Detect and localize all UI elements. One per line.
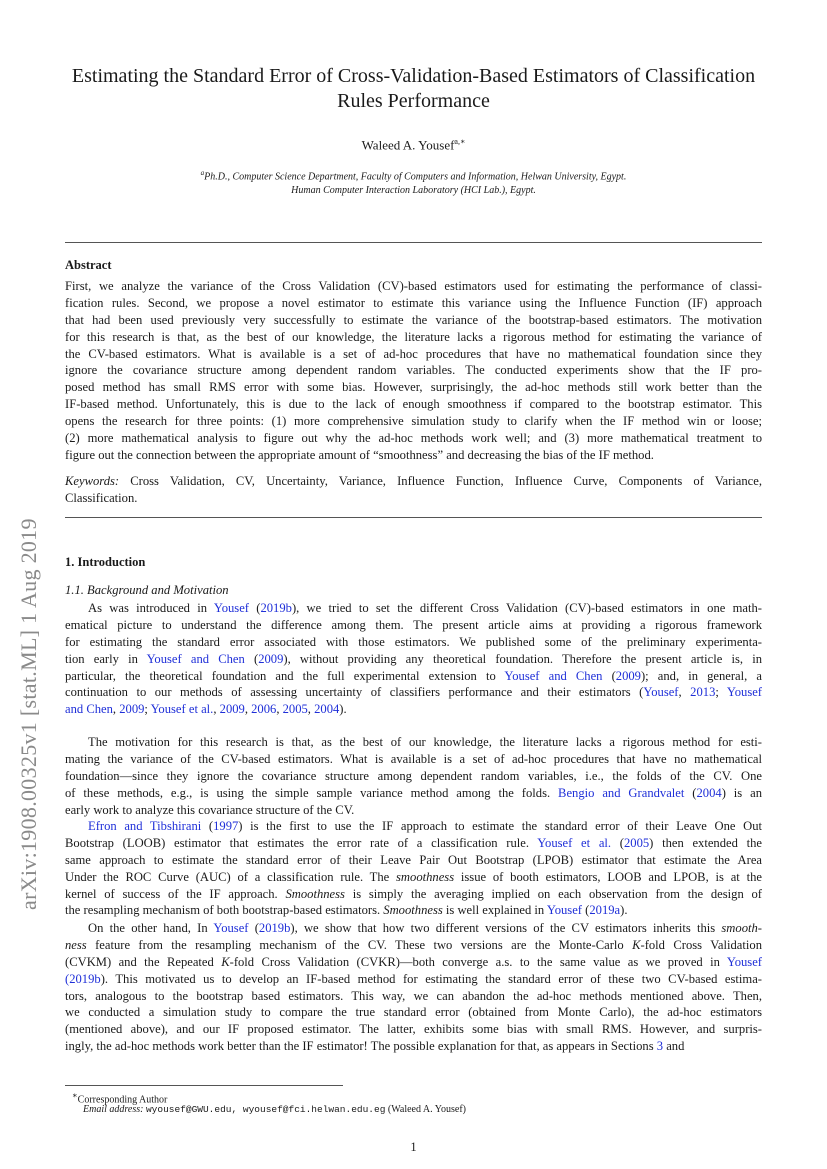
citation-link[interactable]: 2004 — [696, 785, 722, 800]
text-line — [65, 734, 762, 751]
text-span: The motivation for this research is that, as the best of our knowledge, the literature lacks a rigorous method for esti- — [88, 735, 762, 749]
citation-link[interactable]: 2019b — [260, 601, 292, 615]
text-span: ; — [715, 685, 727, 700]
text-line — [65, 362, 762, 379]
text-span: ). — [620, 903, 628, 918]
citation-link[interactable]: Yousef — [213, 921, 249, 935]
footnote-rule — [65, 1085, 343, 1086]
text-span: , — [244, 702, 252, 717]
text-span: mating the variance of the CV-based estimators. What is available is a set of ad-hoc procedures that have no mathematical — [65, 751, 762, 766]
text-line — [65, 1038, 762, 1055]
citation-link[interactable]: 2009 — [119, 702, 145, 717]
text-line — [65, 490, 762, 507]
arxiv-stamp: arXiv:1908.00325v1 [stat.ML] 1 Aug 2019 — [16, 518, 41, 910]
text-line — [65, 818, 762, 835]
text-span: ), without providing any theoretical foundation. Therefore the present article is, in — [283, 651, 763, 666]
citation-link[interactable]: 2019b — [69, 971, 101, 986]
text-span: -fold Cross Validation — [640, 937, 762, 952]
text-span: of these methods, e.g., is using the simple sample variance method among the folds. — [65, 785, 559, 800]
paragraph-3 — [65, 818, 762, 919]
section-heading: 1. Introduction — [65, 555, 146, 569]
text-line — [65, 852, 762, 869]
citation-link[interactable]: Yousef et al. — [537, 835, 612, 850]
text-span: , — [678, 685, 691, 700]
emphasis-text: smooth- — [721, 921, 762, 935]
paragraph-1 — [65, 600, 762, 718]
citation-link[interactable]: Yousef and Chen — [504, 668, 603, 683]
text-line — [65, 988, 762, 1005]
affiliation-line-2: Human Computer Interaction Laboratory (HCI Lab.), Egypt. — [291, 185, 536, 197]
citation-link[interactable]: Bengio and Grandvalet — [558, 785, 685, 800]
text-span: tion early in — [65, 651, 147, 666]
text-line — [65, 954, 762, 971]
emphasis-text: Keywords: — [65, 474, 120, 488]
email-label: Email address: — [83, 1104, 144, 1115]
divider-bottom — [65, 517, 762, 518]
text-span: Classification. — [65, 490, 138, 505]
text-line — [65, 600, 762, 617]
emphasis-text: smoothness — [396, 869, 455, 884]
text-span: opens the research for three points: (1) more comprehensive simulation study to clarify when the IF method win or loose; — [65, 414, 762, 429]
text-span: ). — [339, 702, 347, 717]
text-span: is simply the averaging implied on each observation from the design of — [344, 886, 762, 901]
citation-link[interactable]: Efron and Tibshirani — [88, 819, 202, 833]
email-owner: (Waleed A. Yousef) — [387, 1104, 466, 1115]
citation-link[interactable]: 2004 — [314, 702, 340, 717]
text-span: continuation to our methods of assessing uncertainty of classifiers performance and their estimators ( — [65, 685, 644, 700]
text-line — [65, 413, 762, 430]
emphasis-text: K — [632, 937, 641, 952]
text-span: -fold Cross Validation (CVKR)—both converge a.s. to the same value as we proved in — [229, 954, 727, 969]
paragraph-4 — [65, 920, 762, 1055]
author-marks: a,∗ — [454, 137, 466, 146]
citation-link[interactable]: 2005 — [282, 702, 308, 717]
text-span: we conducted a simulation study to compare the true standard error (obtained from Monte Carlo), the ad-hoc estimators — [65, 1005, 762, 1020]
text-line — [65, 902, 762, 919]
citation-link[interactable]: Yousef — [726, 685, 763, 700]
text-span: ( — [248, 921, 259, 935]
text-span: ); and, in general, a — [640, 668, 762, 683]
text-span: fication rules. Second, we propose a novel estimator to estimate this variance using the Influence Function (IF) approach — [65, 295, 762, 310]
citation-link[interactable]: 1997 — [213, 819, 239, 833]
text-span: and — [663, 1039, 685, 1054]
citation-link[interactable]: Yousef — [643, 685, 679, 700]
text-span: figure out the connection between the appropriate amount of “smoothness” and decreasing the bias of the IF method. — [65, 447, 654, 462]
text-line — [65, 886, 762, 903]
text-span: ) is an — [721, 785, 762, 800]
citation-link[interactable]: 2019b — [258, 921, 291, 935]
citation-link[interactable]: 2005 — [623, 835, 650, 850]
subsection-heading: 1.1. Background and Motivation — [65, 583, 229, 597]
emphasis-text: Smoothness — [383, 903, 443, 918]
text-span: , — [276, 702, 283, 717]
citation-link[interactable]: Yousef et al. — [150, 702, 214, 717]
text-span: ( — [582, 903, 590, 918]
text-line — [65, 785, 762, 802]
text-span: ), we show that how two different versions of the CV estimators inherits this — [290, 921, 722, 935]
text-span: tors, analogous to the bootstrap based estimators. This way, we can abandon the ad-hoc methods mentioned above. Then, — [65, 988, 762, 1003]
text-span: ) then extended the — [649, 835, 763, 850]
text-line — [65, 1004, 762, 1021]
text-line — [65, 869, 762, 886]
text-line — [65, 668, 762, 685]
text-span: early work to analyze this covariance structure of the CV. — [65, 802, 355, 817]
text-span: ), we tried to set the different Cross Validation (CV)-based estimators in one math- — [291, 601, 762, 615]
text-span: As was introduced in — [88, 601, 214, 615]
text-span: , — [112, 702, 120, 717]
text-span: (mentioned above), and our IF proposed estimator. The latter, exhibits some bias with small RMS. However, and surpris- — [65, 1022, 762, 1037]
citation-link[interactable]: 2009 — [258, 651, 284, 666]
text-line — [65, 295, 762, 312]
text-span: (2) more mathematical analysis to figure out why the ad-hoc methods work well; and (3) more mathematical treatment to — [65, 431, 762, 446]
citation-link[interactable]: 2013 — [690, 685, 716, 700]
title-line-1: Estimating the Standard Error of Cross-Validation-Based Estimators of Classification — [71, 65, 756, 87]
text-line — [65, 430, 762, 447]
text-line — [65, 1021, 762, 1038]
text-line — [65, 634, 762, 651]
text-span: ( — [611, 835, 624, 850]
text-span: ) is the first to use the IF approach to estimate the standard error of their Leave One Out — [238, 819, 762, 833]
text-span: the resampling mechanism of both bootstrap-based estimators. — [65, 903, 384, 918]
citation-link[interactable]: Yousef and Chen — [146, 651, 245, 666]
affiliation-line-1: Ph.D., Computer Science Department, Faculty of Computers and Information, Helwan University, Egypt. — [204, 171, 627, 183]
citation-link[interactable]: and Chen — [65, 702, 113, 717]
text-line — [65, 617, 762, 634]
text-span: ( — [248, 601, 261, 615]
text-span: particular, the theoretical foundation and the full experimental extension to — [65, 668, 505, 683]
text-span: foundation—since they ignore the covariance structure among dependent random variables, i.e., the folds of the CV. One — [65, 768, 762, 783]
paragraph-2 — [65, 734, 762, 818]
text-span: ematical picture to understand the difference among them. The present article aims at providing a rigorous framework — [65, 617, 762, 632]
text-span: ( — [684, 785, 697, 800]
text-span: ; — [144, 702, 151, 717]
text-span: Bootstrap (LOOB) estimator that estimates the error rate of a classification rule. — [65, 835, 538, 850]
text-span: On the other hand, In — [88, 921, 214, 935]
text-span: (CVKM) and the Repeated — [65, 954, 222, 969]
text-span: posed method has small RMS error with some bias. However, surprisingly, the ad-hoc methods still work better than the — [65, 380, 762, 395]
keywords — [65, 473, 762, 507]
affiliation — [0, 166, 827, 198]
text-span: ( — [244, 651, 259, 666]
text-line — [65, 768, 762, 785]
citation-link[interactable]: ( — [65, 971, 70, 986]
paper-title — [40, 64, 787, 114]
text-span: ignore the covariance structure among dependent random variables. The conducted experiments show that the IF pro- — [65, 363, 762, 378]
text-line — [65, 751, 762, 768]
abstract-body — [65, 278, 762, 464]
text-span: ). This motivated us to develop an IF-based method for estimating the standard error of these two CV-based estima- — [100, 971, 762, 986]
affiliation-mark: a — [200, 169, 205, 177]
citation-link[interactable]: Yousef — [213, 601, 249, 615]
text-line — [65, 920, 762, 937]
text-line — [65, 651, 762, 668]
emphasis-text: ness — [65, 937, 87, 952]
title-line-2: Rules Performance — [337, 90, 490, 112]
text-span: IF-based method. Unfortunately, this is due to the lack of enough smoothness if compared to the bootstrap estimator. This — [65, 397, 762, 412]
citation-link[interactable]: 2006 — [251, 702, 277, 717]
text-line — [65, 473, 762, 490]
text-span: issue of booth estimators, LOOB and LPOB, is at the — [454, 869, 762, 884]
text-span: that had been used previously very successfully to estimate the variance of the bootstrap-based estimators. The motivation — [65, 312, 762, 327]
abstract-heading: Abstract — [65, 258, 112, 272]
text-line — [65, 802, 762, 819]
emphasis-text: K — [221, 954, 230, 969]
footnote-email — [83, 1104, 466, 1115]
text-span: , — [307, 702, 315, 717]
footnote-mark: ∗ — [72, 1091, 78, 1100]
text-line — [65, 346, 762, 363]
citation-link[interactable]: 2019a — [589, 903, 621, 918]
text-span: ( — [602, 668, 616, 683]
text-line — [65, 329, 762, 346]
text-line — [65, 312, 762, 329]
text-line — [65, 396, 762, 413]
text-line — [65, 447, 762, 464]
author-name: Waleed A. Yousef — [361, 137, 455, 153]
text-span: same approach to estimate the standard error of their Leave Pair Out Bootstrap (LPOB) estimator that estimate the Area — [65, 852, 762, 867]
text-span: Under the ROC Curve (AUC) of a classification rule. The — [65, 869, 397, 884]
text-span: , — [213, 702, 220, 717]
text-line — [65, 971, 762, 988]
citation-link[interactable]: 3 — [656, 1039, 664, 1054]
text-line — [65, 937, 762, 954]
divider-top — [65, 242, 762, 243]
email-addresses[interactable]: wyousef@GWU.edu, wyousef@fci.helwan.edu.eg — [145, 1104, 386, 1115]
footnote-corresponding-text: Corresponding Author — [77, 1094, 168, 1106]
author — [0, 137, 827, 153]
text-span: Cross Validation, CV, Uncertainty, Variance, Influence Function, Influence Curve, Components of Variance, — [119, 474, 762, 488]
text-span: ingly, the ad-hoc methods work better than the IF estimator! The possible explanation for that, as appears in Sections — [65, 1039, 657, 1054]
citation-link[interactable]: 2009 — [219, 702, 245, 717]
citation-link[interactable]: Yousef — [546, 903, 582, 918]
citation-link[interactable]: Yousef — [726, 954, 762, 969]
text-span: the CV-based estimators. What is available is a set of ad-hoc procedures that have no mathematical foundation since they — [65, 346, 762, 361]
text-span: is well explained in — [442, 903, 547, 918]
text-line — [65, 379, 762, 396]
citation-link[interactable]: 2009 — [615, 668, 641, 683]
page-number: 1 — [410, 1140, 417, 1154]
text-line — [65, 684, 762, 701]
text-line — [65, 835, 762, 852]
text-span: for estimating the standard error associated with those estimators. We published some of the preliminary experimenta- — [65, 634, 762, 649]
text-line — [65, 701, 762, 718]
text-line — [65, 278, 762, 295]
emphasis-text: Smoothness — [285, 886, 345, 901]
text-span: kernel of success of the IF approach. — [65, 886, 286, 901]
text-span: ( — [201, 819, 214, 833]
text-span: feature from the resampling mechanism of the CV. These two versions are the Monte-Carlo — [86, 937, 633, 952]
text-span: for this research is that, as the best of our knowledge, the literature lacks a rigorous method for estimating the variance of — [65, 329, 762, 344]
text-span: First, we analyze the variance of the Cross Validation (CV)-based estimators used for estimating the performance of classi- — [65, 279, 762, 293]
